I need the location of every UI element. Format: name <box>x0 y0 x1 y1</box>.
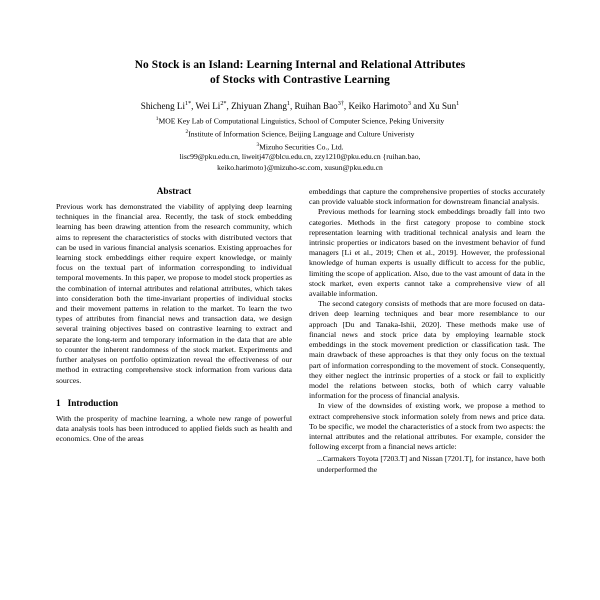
author-1-sup: 2* <box>220 100 227 107</box>
author-2-sup: 1 <box>286 100 290 107</box>
author-3-sup: 3† <box>337 100 344 107</box>
author-joiner-1: , <box>226 101 232 112</box>
section-title: Introduction <box>67 398 119 409</box>
right-paragraph-0: embeddings that capture the comprehensive properties of stocks accurately can provide valuable stock information for downstream financial analysis. <box>309 187 545 207</box>
right-paragraph-2: The second category consists of methods that are more focused on data-driven deep learning techniques and bear more resemblance to our approach [Du and Tanaka-Ishii, 2020]. These methods make use of financial news and stock price data by employing learnable stock embeddings in the stock movement prediction or classification task. The main drawback of these approaches is that they only focus on the textual part of information corresponding to the movement of stock. Consequently, they either neglect the intrinsic properties of a stock or fail to explicitly model the relations between stocks, both of which carry valuable information for the process of financial analysis. <box>309 299 545 401</box>
abstract-text: Previous work has demonstrated the viability of applying deep learning techniques in the financial area. Recently, the task of stock embedding learning has been drawing attention from the research community, which aims to represent the characteristics of stocks with distributed vectors that can be used in various financial analysis scenarios. Existing approaches for learning stock embeddings either require expert knowledge, or mainly focus on the textual part of information corresponding to individual temporal movements. In this paper, we propose to model stock properties as the combination of internal attributes and relational attributes, which takes into consideration both the time-invariant properties of individual stocks and their movement patterns in relation to the market. To learn the two types of attributes from financial news and transaction data, we design several training objectives based on contrastive learning to extract and separate the long-term and temporary information in the data that are able to counter the inherent randomness of the stock market. Experiments and further analyses on portfolio optimization reveal the effectiveness of our method in extracting comprehensive stock information from various data sources. <box>56 202 292 385</box>
section-heading-introduction <box>56 399 292 409</box>
author-2: Zhiyuan Zhang$^1$ <box>231 100 290 112</box>
title-line-1: No Stock is an Island: Learning Internal and Relational Attributes <box>134 59 466 71</box>
author-0-sup: 1* <box>184 100 192 107</box>
author-joiner-0: , <box>191 101 196 112</box>
author-list <box>56 97 544 113</box>
affiliation-2-sup: 3 <box>256 141 260 148</box>
left-column <box>56 187 292 475</box>
affiliation-1-text: Institute of Information Science, Beijing Language and Culture Univeristy <box>188 129 415 139</box>
author-4-sup: 3 <box>407 100 411 107</box>
author-5-sup: 1 <box>456 100 460 107</box>
author-joiner-3: , <box>343 101 349 112</box>
right-column <box>309 187 545 475</box>
affiliation-1 <box>56 127 544 140</box>
affiliation-0-sup: 1 <box>155 116 159 123</box>
author-joiner-2: , <box>289 101 295 112</box>
author-1: Wei $Li^{2*}$ <box>195 100 227 112</box>
email-line-0: lisc99@pku.edu.cn, liweitj47@blcu.edu.cn, zzy1210@pku.edu.cn {ruihan.bao, <box>179 152 421 162</box>
author-5: Xu Sun$^1$ <box>428 100 460 112</box>
intro-paragraph-0: With the prosperity of machine learning, a whole new range of powerful data analysis tools has been introduced to applied fields such as health and economics. One of the areas <box>56 413 292 444</box>
affiliation-0 <box>56 114 544 127</box>
affiliation-0-text: MOE Key Lab of Computational Linguistics, School of Computer Science, Peking University <box>158 116 445 126</box>
news-excerpt-quote: ...Carmakers Toyota [7203.T] and Nissan [7201.T], for instance, have both underperformed the <box>317 454 545 474</box>
title-line-2: of Stocks with Contrastive Learning <box>210 74 390 86</box>
abstract-heading: Abstract <box>156 187 192 198</box>
right-paragraph-1: Previous methods for learning stock embeddings broadly fall into two categories. Methods in the first category propose to combine stock representation learning with traditional technical analysis and learn the intrinsic properties or indicators based on the investment behavior of fund managers [Li et al., 2019; Chen et al., 2019]. However, the professional knowledge of human experts is usually difficult to access for the public, limiting the scope of application. Also, due to the vast amount of data in the stock market, even experts cannot take a comprehensive view of all available information. <box>309 207 545 299</box>
email-line-1: keiko.harimoto}@mizuho-sc.com, xusun@pku.edu.cn <box>217 162 383 172</box>
affiliation-2-text: Mizuho Securities Co., Ltd. <box>259 142 344 152</box>
right-paragraph-3: In view of the downsides of existing work, we propose a method to extract comprehensive stock information solely from news and price data. To be specific, we model the characteristics of a stock from two aspects: the internal attributes and the relational attributes. For example, consider the following excerpt from a financial news article: <box>309 401 545 452</box>
affiliation-1-sup: 2 <box>185 128 189 135</box>
author-3: Ruihan Bao$^{3\dagger}$ <box>294 100 344 112</box>
author-joiner-4: and <box>410 101 429 112</box>
section-number: 1 <box>56 398 61 409</box>
page-title <box>56 58 544 88</box>
affiliation-2 <box>56 140 544 153</box>
author-0: Shicheng $Li^{1*}$ <box>140 100 192 112</box>
author-4: Keiko Harimoto$^3$ <box>348 100 411 112</box>
two-column-body <box>56 187 544 475</box>
